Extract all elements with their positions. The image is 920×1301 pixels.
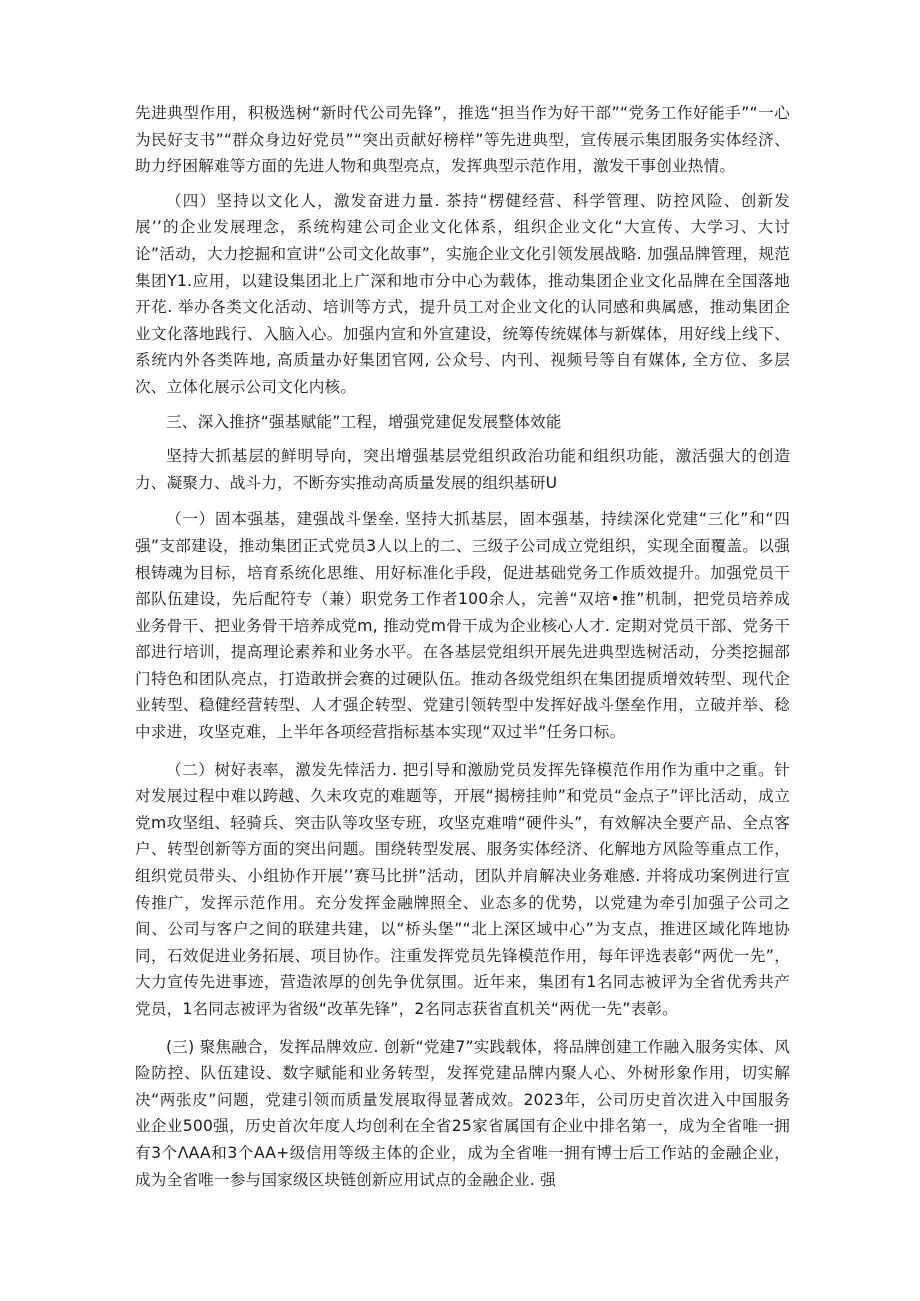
section-heading-3: 三、深入推挤“强基赋能”工程，增强党建促发展整体效能 bbox=[166, 412, 562, 431]
paragraph-brand-integration: (三) 聚焦融合，发挥品牌效应. 创新“党建7”实践载体，将品牌创建工作融入服务实体、风险防控、队伍建设、数字赋能和业务转型，发挥党建品牌内聚人心、外树形象作用，切实解决“两张皮”问题，党建引领而质量发展取得显著成效。2023年，公司历史首次进入中国服务业企业500强，历史首次年度人均创利在全省25家省属国有企业中排名第一，成为全省唯一拥有3个ΛAA和3个AA+级信用等级主体的企业，成为全省唯一拥有博士后工作站的金融企业，成为全省唯一参与国家级区块链创新应用试点的金融企业. 强 bbox=[135, 1037, 790, 1189]
paragraph-strengthen-foundation: （一）固本强基，建强战斗堡垒. 坚持大抓基层，固本强基，持续深化党建“三化”和“四强”支部建设，推动集团正式党员3人以上的二、三级子公司成立党组织，实现全面覆盖。以强根铸魂为目标，培育系统化思维、用好标准化手段，促进基础党务工作质效提升。加强党员干部队伍建设，先后配符专（兼）职党务工作者100余人，完善“双培•推”机制，把党员培养成业务骨干、把业务骨干培养成党m, 推动党m骨干成为企业核心人才. 定期对党员干部、党务干部进行培训，提高理论素养和业务水平。在各基层党组织开展先进典型选树活动，分类挖掘部门特色和团队亮点，打造敢拼会赛的过硬队伍。推动各级党组织在集团提质增效转型、现代企业转型、稳健经营转型、人才强企转型、党建引领转型中发挥好战斗堡垒作用，立破并举、稔中求进，攻坚克难，上半年各项经营指标基本实现“双过半”任务口标。 bbox=[135, 510, 790, 742]
paragraph-grassroots-intro: 坚持大抓基层的鲜明导向，突出增强基层党组织政治功能和组织功能，激活强大的创造力、凝聚力、战斗力，不断夯实推动高质量发展的组织基研U bbox=[135, 447, 790, 492]
paragraph-typical-models: 先进典型作用，积极选树“新时代公司先锋”，推选“担当作为好干部”“党务工作好能手”“一心为民好支书”“群众身边好党员”“突出贡献好榜样”等先进典型，宣传展示集团服务实体经济、助力纾困解难等方面的先进人物和典型亮点，发挥典型示范作用，激发干事创业热情。 bbox=[135, 104, 790, 176]
paragraph-culture: （四）坚持以文化人，激发奋进力量. 茶持“楞健经营、科学管理、防控风险、创新发展’’的企业发展理念，系统构建公司企业文化体系，组织企业文化“大宣传、大学习、大讨论”活动，大力挖掘和宣讲“公司文化故事”，实施企业文化引领发展战略. 加强品牌管理，规范集团Y1.应用，以建设集团北上广深和地市分中心为载体，推动集团企业文化品牌在全国落地开花. 举办各类文化活动、培训等方式，提升员工对企业文化的认同感和典属感，推动集团企业文化落地践行、入脑入心。加强内宣和外宣建设，统筹传统媒体与新媒体，用好线上线下、系统内外各类阵地, 高质量办好集团官网, 公众号、内刊、视频号等自有媒体, 全方位、多层次、立体化展示公司文化内核。 bbox=[135, 191, 790, 396]
document-page bbox=[135, 100, 790, 1193]
paragraph-set-example: （二）树好表率，激发先悻活力. 把引导和激励党员发挥先锋模范作用作为重中之重。针对发展过程中难以跨越、久未攻克的难题等，开展“揭榜挂帅”和党员“金点子”评比活动，成立党m攻坚组、轻骑兵、突击队等攻坚专班，攻坚克难啃“硬件头”，有效解决全要产品、全点客户、转型创新等方面的突出问题。围绕转型发展、服务实体经济、化解地方风险等重点工作，组织党员带头、小组协作开展’’赛马比拼”活动，团队并肩解决业务难感. 并将成功案例进行宣传推广，发挥示范作用。充分发挥金融牌照全、业态多的优势，以党建为牵引加强子公司之间、公司与客户之间的联建共建，以“桥头堡”“北上深区域中心”为支点，推进区域化阵地协同，石效促进业务拓展、项目协作。注重发挥党员先锋模范作用，每年评选表彰“两优一先”，大力宣传先进事迹，营造浓厚的创先争优氛围。近年来，集团有1名同志被评为全省优秀共产党员，1名同志被评为省级“改革先锋”，2名同志获省直机关“两优一先”表彰。 bbox=[135, 760, 790, 1018]
